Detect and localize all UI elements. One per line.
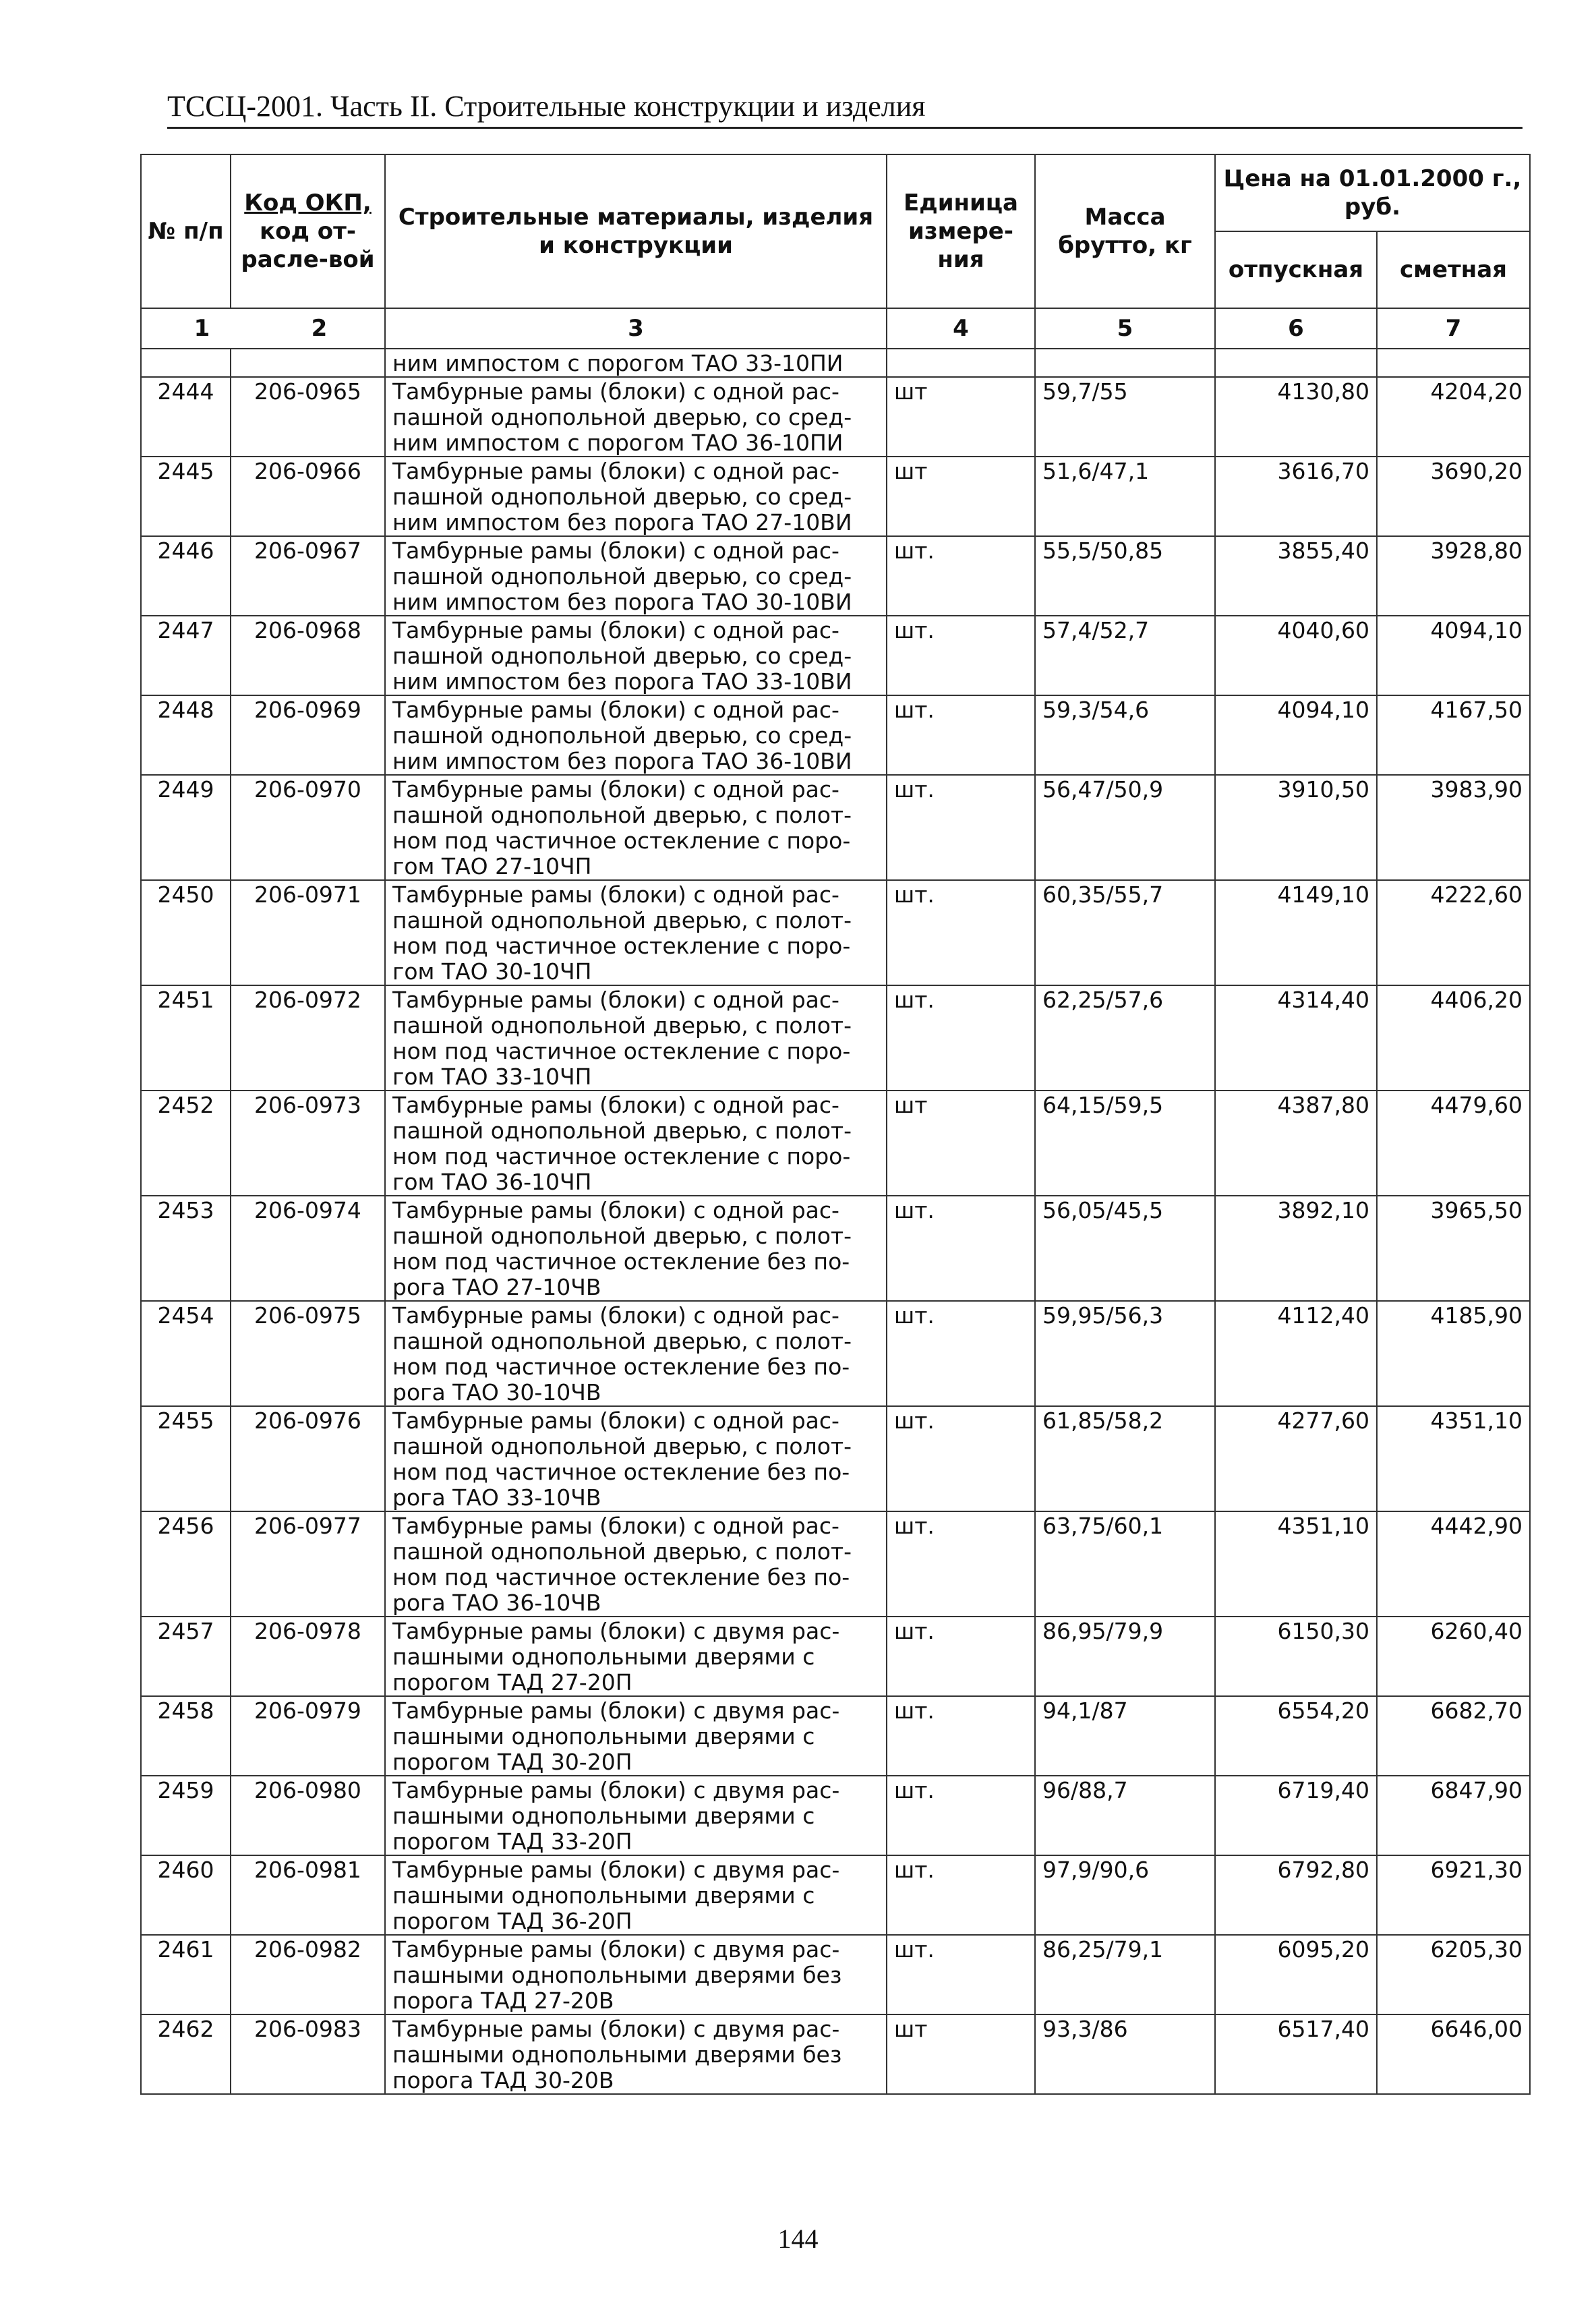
row-code: 206-0976 <box>231 1406 385 1511</box>
row-number: 2445 <box>141 457 231 536</box>
row-name: Тамбурные рамы (блоки) с двумя рас-пашными однопольными дверями с порогом ТАД 33-20П <box>385 1776 887 1855</box>
col-header-unit: Единица измере-ния <box>887 154 1035 308</box>
row-price-release: 6150,30 <box>1215 1617 1377 1696</box>
col-header-price-estimate: сметная <box>1377 231 1530 308</box>
row-name: Тамбурные рамы (блоки) с двумя рас-пашными однопольными дверями с порогом ТАД 36-20П <box>385 1855 887 1935</box>
row-unit: шт. <box>887 1855 1035 1935</box>
row-number: 2457 <box>141 1617 231 1696</box>
row-mass: 59,95/56,3 <box>1035 1301 1215 1406</box>
row-unit: шт <box>887 1091 1035 1196</box>
row-price-estimate: 3983,90 <box>1377 775 1530 880</box>
row-mass: 97,9/90,6 <box>1035 1855 1215 1935</box>
row-price-release: 4149,10 <box>1215 880 1377 985</box>
row-number: 2450 <box>141 880 231 985</box>
row-unit: шт <box>887 2014 1035 2094</box>
row-name: Тамбурные рамы (блоки) с одной рас-пашной однопольной дверью, с полот-ном под частичное остекление с поро-гом ТАО 27-10ЧП <box>385 775 887 880</box>
row-price-estimate: 6260,40 <box>1377 1617 1530 1696</box>
row-code: 206-0972 <box>231 985 385 1091</box>
row-mass: 94,1/87 <box>1035 1696 1215 1776</box>
row-number: 2454 <box>141 1301 231 1406</box>
row-number: 2459 <box>141 1776 231 1855</box>
row-unit: шт. <box>887 1776 1035 1855</box>
row-price-release: 4387,80 <box>1215 1091 1377 1196</box>
row-mass: 63,75/60,1 <box>1035 1511 1215 1617</box>
column-number-5: 5 <box>1035 308 1215 349</box>
row-price-release: 3892,10 <box>1215 1196 1377 1301</box>
row-number: 2456 <box>141 1511 231 1617</box>
row-price-release: 4094,10 <box>1215 695 1377 775</box>
col-header-price-group: Цена на 01.01.2000 г., руб. <box>1215 154 1530 231</box>
row-name: Тамбурные рамы (блоки) с двумя рас-пашными однопольными дверями с порогом ТАД 27-20П <box>385 1617 887 1696</box>
col-header-num: № п/п <box>141 154 231 308</box>
row-name: Тамбурные рамы (блоки) с одной рас-пашной однопольной дверью, с полот-ном под частичное остекление с поро-гом ТАО 33-10ЧП <box>385 985 887 1091</box>
row-mass: 96/88,7 <box>1035 1776 1215 1855</box>
table-row <box>141 616 1530 695</box>
row-unit: шт. <box>887 536 1035 616</box>
row-name: Тамбурные рамы (блоки) с одной рас-пашной однопольной дверью, со сред-ним импостом без порога ТАО 33-10ВИ <box>385 616 887 695</box>
table-row <box>141 2014 1530 2094</box>
row-number: 2455 <box>141 1406 231 1511</box>
row-price-release: 4351,10 <box>1215 1511 1377 1617</box>
row-price-release: 6719,40 <box>1215 1776 1377 1855</box>
row-number: 2447 <box>141 616 231 695</box>
row-number: 2452 <box>141 1091 231 1196</box>
row-unit: шт <box>887 377 1035 457</box>
row-price-estimate: 4094,10 <box>1377 616 1530 695</box>
row-number: 2453 <box>141 1196 231 1301</box>
row-name: Тамбурные рамы (блоки) с двумя рас-пашными однопольными дверями без порога ТАД 30-20В <box>385 2014 887 2094</box>
row-code: 206-0975 <box>231 1301 385 1406</box>
row-number: 2444 <box>141 377 231 457</box>
price-table <box>140 154 1531 2095</box>
col-header-price-release: отпускная <box>1215 231 1377 308</box>
row-mass: 56,05/45,5 <box>1035 1196 1215 1301</box>
row-price-estimate: 3690,20 <box>1377 457 1530 536</box>
row-name: Тамбурные рамы (блоки) с одной рас-пашной однопольной дверью, с полот-ном под частичное остекление без по-рога ТАО 27-10ЧВ <box>385 1196 887 1301</box>
row-number: 2458 <box>141 1696 231 1776</box>
row-name: Тамбурные рамы (блоки) с одной рас-пашной однопольной дверью, с полот-ном под частичное остекление без по-рога ТАО 30-10ЧВ <box>385 1301 887 1406</box>
table-row <box>141 1406 1530 1511</box>
row-mass: 64,15/59,5 <box>1035 1091 1215 1196</box>
row-name: Тамбурные рамы (блоки) с одной рас-пашной однопольной дверью, с полот-ном под частичное остекление с поро-гом ТАО 36-10ЧП <box>385 1091 887 1196</box>
okp-subtitle: код от-расле-вой <box>241 218 375 273</box>
column-number <box>141 308 385 349</box>
row-unit: шт. <box>887 695 1035 775</box>
okp-title: Код ОКП, <box>244 190 372 216</box>
row-code: 206-0979 <box>231 1696 385 1776</box>
row-code: 206-0983 <box>231 2014 385 2094</box>
row-price-release: 3855,40 <box>1215 536 1377 616</box>
column-number-6: 6 <box>1215 308 1377 349</box>
row-code: 206-0982 <box>231 1935 385 2014</box>
row-mass: 60,35/55,7 <box>1035 880 1215 985</box>
row-code: 206-0974 <box>231 1196 385 1301</box>
column-number-7: 7 <box>1377 308 1530 349</box>
row-unit: шт. <box>887 1617 1035 1696</box>
table-row <box>141 457 1530 536</box>
row-price-estimate: 6847,90 <box>1377 1776 1530 1855</box>
table-row <box>141 1196 1530 1301</box>
row-name: Тамбурные рамы (блоки) с двумя рас-пашными однопольными дверями с порогом ТАД 30-20П <box>385 1696 887 1776</box>
table-row <box>141 1935 1530 2014</box>
table-row <box>141 695 1530 775</box>
row-unit: шт. <box>887 985 1035 1091</box>
row-mass: 59,3/54,6 <box>1035 695 1215 775</box>
row-unit: шт. <box>887 1301 1035 1406</box>
table-row <box>141 377 1530 457</box>
row-name: Тамбурные рамы (блоки) с одной рас-пашной однопольной дверью, со сред-ним импостом без порога ТАО 27-10ВИ <box>385 457 887 536</box>
row-price-estimate: 4167,50 <box>1377 695 1530 775</box>
row-price-estimate: 4185,90 <box>1377 1301 1530 1406</box>
row-name: Тамбурные рамы (блоки) с одной рас-пашной однопольной дверью, с полот-ном под частичное остекление с поро-гом ТАО 30-10ЧП <box>385 880 887 985</box>
row-code: 206-0973 <box>231 1091 385 1196</box>
row-number: 2462 <box>141 2014 231 2094</box>
row-code: 206-0977 <box>231 1511 385 1617</box>
table-row <box>141 1776 1530 1855</box>
row-price-release: 3910,50 <box>1215 775 1377 880</box>
row-code: 206-0967 <box>231 536 385 616</box>
col-header-okp <box>231 154 385 308</box>
continuation-text: ним импостом с порогом ТАО 33-10ПИ <box>385 349 887 377</box>
row-price-estimate: 4204,20 <box>1377 377 1530 457</box>
row-price-estimate: 6646,00 <box>1377 2014 1530 2094</box>
row-unit: шт. <box>887 1696 1035 1776</box>
row-price-estimate: 3928,80 <box>1377 536 1530 616</box>
row-code: 206-0980 <box>231 1776 385 1855</box>
col-header-name: Строительные материалы, изделия и конструкции <box>385 154 887 308</box>
row-price-estimate: 6682,70 <box>1377 1696 1530 1776</box>
row-mass: 62,25/57,6 <box>1035 985 1215 1091</box>
row-price-release: 4314,40 <box>1215 985 1377 1091</box>
row-unit: шт. <box>887 1935 1035 2014</box>
row-price-estimate: 4406,20 <box>1377 985 1530 1091</box>
row-number: 2460 <box>141 1855 231 1935</box>
row-price-release: 6554,20 <box>1215 1696 1377 1776</box>
row-code: 206-0978 <box>231 1617 385 1696</box>
row-code: 206-0965 <box>231 377 385 457</box>
row-code: 206-0981 <box>231 1855 385 1935</box>
column-number-3: 3 <box>385 308 887 349</box>
row-number: 2449 <box>141 775 231 880</box>
row-price-release: 6095,20 <box>1215 1935 1377 2014</box>
running-header: ТССЦ-2001. Часть II. Строительные конструкции и изделия <box>167 88 1523 129</box>
table-row <box>141 1696 1530 1776</box>
row-price-release: 3616,70 <box>1215 457 1377 536</box>
row-mass: 55,5/50,85 <box>1035 536 1215 616</box>
row-price-estimate: 3965,50 <box>1377 1196 1530 1301</box>
row-number: 2451 <box>141 985 231 1091</box>
row-name: Тамбурные рамы (блоки) с одной рас-пашной однопольной дверью, со сред-ним импостом без порога ТАО 30-10ВИ <box>385 536 887 616</box>
row-mass: 61,85/58,2 <box>1035 1406 1215 1511</box>
row-number: 2446 <box>141 536 231 616</box>
row-code: 206-0970 <box>231 775 385 880</box>
table-row <box>141 775 1530 880</box>
row-mass: 56,47/50,9 <box>1035 775 1215 880</box>
row-price-estimate: 6205,30 <box>1377 1935 1530 2014</box>
row-price-release: 6792,80 <box>1215 1855 1377 1935</box>
table-row <box>141 985 1530 1091</box>
row-name: Тамбурные рамы (блоки) с одной рас-пашной однопольной дверью, с полот-ном под частичное остекление без по-рога ТАО 36-10ЧВ <box>385 1511 887 1617</box>
header-row <box>141 154 1530 231</box>
table-row <box>141 1301 1530 1406</box>
column-number-4: 4 <box>887 308 1035 349</box>
row-unit: шт. <box>887 616 1035 695</box>
table-row <box>141 1511 1530 1617</box>
row-code: 206-0968 <box>231 616 385 695</box>
row-mass: 86,25/79,1 <box>1035 1935 1215 2014</box>
row-price-release: 4130,80 <box>1215 377 1377 457</box>
row-unit: шт. <box>887 1196 1035 1301</box>
row-code: 206-0969 <box>231 695 385 775</box>
row-mass: 51,6/47,1 <box>1035 457 1215 536</box>
row-number: 2461 <box>141 1935 231 2014</box>
row-mass: 93,3/86 <box>1035 2014 1215 2094</box>
row-price-estimate: 6921,30 <box>1377 1855 1530 1935</box>
row-price-estimate: 4222,60 <box>1377 880 1530 985</box>
row-mass: 59,7/55 <box>1035 377 1215 457</box>
row-name: Тамбурные рамы (блоки) с одной рас-пашной однопольной дверью, со сред-ним импостом без порога ТАО 36-10ВИ <box>385 695 887 775</box>
column-number-2: 2 <box>311 315 328 342</box>
row-price-estimate: 4442,90 <box>1377 1511 1530 1617</box>
row-price-release: 4277,60 <box>1215 1406 1377 1511</box>
row-price-estimate: 4479,60 <box>1377 1091 1530 1196</box>
row-number: 2448 <box>141 695 231 775</box>
row-code: 206-0971 <box>231 880 385 985</box>
row-mass: 57,4/52,7 <box>1035 616 1215 695</box>
row-price-release: 4040,60 <box>1215 616 1377 695</box>
page-number: 144 <box>777 2224 819 2254</box>
row-price-release: 6517,40 <box>1215 2014 1377 2094</box>
table-row <box>141 1855 1530 1935</box>
row-mass: 86,95/79,9 <box>1035 1617 1215 1696</box>
table-row <box>141 1091 1530 1196</box>
table-row <box>141 536 1530 616</box>
row-name: Тамбурные рамы (блоки) с одной рас-пашной однопольной дверью, со сред-ним импостом с порогом ТАО 36-10ПИ <box>385 377 887 457</box>
row-unit: шт. <box>887 1406 1035 1511</box>
row-unit: шт. <box>887 775 1035 880</box>
row-price-estimate: 4351,10 <box>1377 1406 1530 1511</box>
row-unit: шт. <box>887 880 1035 985</box>
row-unit: шт <box>887 457 1035 536</box>
row-name: Тамбурные рамы (блоки) с двумя рас-пашными однопольными дверями без порога ТАД 27-20В <box>385 1935 887 2014</box>
col-header-mass: Масса брутто, кг <box>1035 154 1215 308</box>
row-name: Тамбурные рамы (блоки) с одной рас-пашной однопольной дверью, с полот-ном под частичное остекление без по-рога ТАО 33-10ЧВ <box>385 1406 887 1511</box>
row-code: 206-0966 <box>231 457 385 536</box>
continuation-row <box>141 349 1530 377</box>
row-unit: шт. <box>887 1511 1035 1617</box>
row-price-release: 4112,40 <box>1215 1301 1377 1406</box>
table-row <box>141 1617 1530 1696</box>
table-row <box>141 880 1530 985</box>
column-number-1: 1 <box>194 315 210 342</box>
column-number-row <box>141 308 1530 349</box>
